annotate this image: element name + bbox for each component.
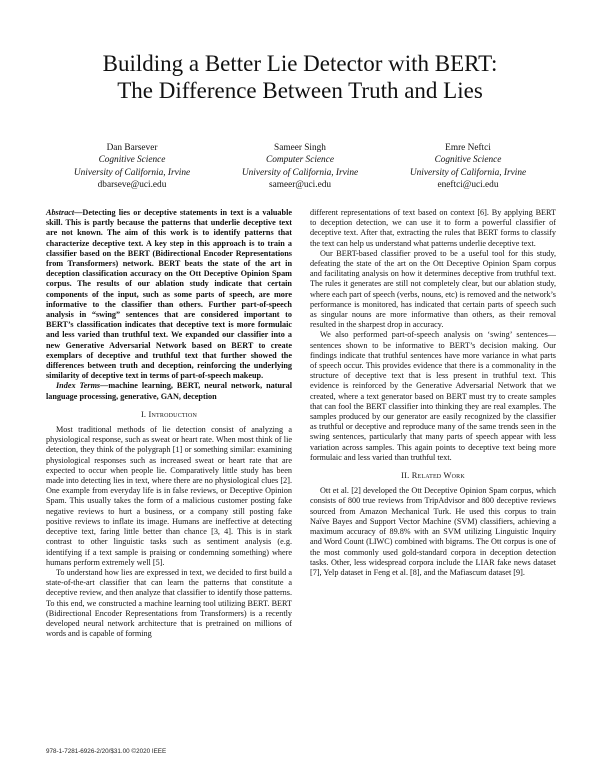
section-heading-introduction: I. Introduction [140, 409, 198, 419]
section-heading-related-work: II. Related Work [401, 471, 465, 481]
author-block [48, 142, 552, 192]
index-terms [46, 381, 292, 401]
index-terms-label: Index Terms [56, 381, 101, 391]
author-email: dbarseve@uci.edu [97, 180, 167, 191]
paragraph: Our BERT-based classifier proved to be a useful tool for this study, defeating the state of the art on the Ott Deceptive Opinion Spam corpus and facilitating analysis on how it determines deceptive from truthful text. The rules it generates are still not completely clear, but our ablation study, where each part of speech (verbs, nouns, etc) is removed and the network’s performance is monitored, has indicated that certain parts of speech such as singular nouns are more informative than others, as their removal resulted in the sharpest drop in accuracy. [310, 248, 556, 330]
author-name: Dan Barsever [106, 143, 158, 153]
paragraph: We also performed part-of-speech analysis on ‘swing’ sentences—sentences shown to be informative to BERT’s decision making. Our findings indicate that truthful sentences have more variance in what parts of speech occur. This provides evidence that there is a commonality in the structure of deceptive text that is less present in truthful text. This evidence is reinforced by the Generative Adversarial Network that we created, where a text generator based on BERT must try to create samples that can fool the BERT classifier into thinking they are real examples. The samples produced by our generator are easily recognized by the classifier as truthful or deceptive and reproduce many of the same trends seen in the swing sentences, particularly that many parts of speech appear with less variation across samples. This again points to deceptive text being more formulaic and less varied than truthful text. [310, 330, 556, 462]
author-email: eneftci@uci.edu [437, 180, 499, 191]
paragraph: different representations of text based on context [6]. By applying BERT to deception detection, we can use it to form a powerful classifier of deceptive text. After that, extracting the rules that BERT forms to classify the text can help us understand what patterns underlie deceptive text. [310, 208, 556, 248]
author-name: Emre Neftci [445, 143, 491, 153]
author-dept: Cognitive Science [98, 155, 166, 166]
left-column [46, 208, 292, 639]
author-univ: University of California, Irvine [73, 167, 191, 178]
copyright-footer: 978-1-7281-6926-2/20/$31.00 ©2020 IEEE [46, 748, 167, 755]
author-name: Sameer Singh [274, 143, 326, 153]
author-2 [216, 142, 384, 192]
author-dept: Computer Science [266, 155, 334, 166]
author-3 [384, 142, 552, 192]
paragraph: Ott et al. [2] developed the Ott Deceptive Opinion Spam corpus, which consists of 800 true reviews from TripAdvisor and 800 deceptive reviews sourced from Amazon Mechanical Turk. He used this corpus to train Naïve Bayes and Support Vector Machine (SVM) classifiers, achieving a maximum accuracy of 89.8% with an SVM utilizing Linguistic Inquiry and Word Count (LIWC) combined with bigrams. The Ott corpus is one of the most commonly used gold-standard corpora in deception detection tasks. Other, less widespread corpora include the LIAR fake news dataset [7], Yelp dataset in Feng et al. [8], and the Mafiascum dataset [9]. [310, 486, 556, 577]
author-1 [48, 142, 216, 192]
abstract-label: Abstract [46, 208, 75, 217]
paragraph: Most traditional methods of lie detection consist of analyzing a physiological response, such as sweat or heart rate. When most think of lie detection, they think of the polygraph [1] or something similar: examining physiological responses such as increased sweat or heart rate that are expected to occur when people lie. Comparatively little study has been made into detecting lies in text, where there are no physiological clues [2]. One example from everyday life is in false reviews, or Deceptive Opinion Spam. This usually takes the form of a malicious customer posting fake negative reviews to hurt a business, or a company still posting fake positive reviews to inflate its image. Humans are ineffective at detecting deceptive text, faring little better than chance [3, 4]. This is in stark contrast to other linguistic tasks such as sentiment analysis (e.g. identifying if a text sample is praising or condemning something) where humans perform extremely well [5]. [46, 425, 292, 567]
title-line-2: The Difference Between Truth and Lies [117, 78, 483, 103]
abstract-text: —Detecting lies or deceptive statements in text is a valuable skill. This is partly because the patterns that underlie deceptive text are not known. The aim of this work is to identify patterns that characterize deceptive text. A key step in this approach is to train a classifier based on the BERT (Bidirectional Encoder Representations from Transformers) network. BERT beats the state of the art in deception classification accuracy on the Ott Deceptive Opinion Spam corpus. The results of our ablation study indicate that certain components of the input, such as some parts of speech, are more informative to the classifier than others. Further part-of-speech analysis in “swing” sentences that are considered important to BERT’s classification indicates that deceptive text is more formulaic and less varied than truthful text. We expanded our classifier into a new Generative Adversarial Network based on BERT to create exemplars of deceptive and truthful text that further showed the differences between truth and deception, reinforcing the underlying similarity of deceptive text in terms of part-of-speech makeup. [46, 208, 292, 381]
author-dept: Cognitive Science [434, 155, 502, 166]
title-line-1: Building a Better Lie Detector with BERT: [102, 51, 498, 76]
abstract [46, 208, 292, 381]
author-univ: University of California, Irvine [241, 167, 359, 178]
right-column [310, 208, 556, 578]
author-email: sameer@uci.edu [269, 180, 331, 191]
paper-title [40, 50, 560, 104]
index-terms-text: —machine learning, BERT, neural network, natural language processing, generative, GAN, deception [46, 381, 292, 401]
paragraph: To understand how lies are expressed in text, we decided to first build a state-of-the-art classifier that can learn the patterns that constitute a deceptive review, and then analyze that classifier to identify those patterns. To this end, we constructed a machine learning tool utilizing BERT. BERT (Bidirectional Encoder Representations from Transformers) is a recently developed neural network architecture that is pretrained on millions of words and is capable of forming [46, 567, 292, 639]
author-univ: University of California, Irvine [409, 167, 527, 178]
